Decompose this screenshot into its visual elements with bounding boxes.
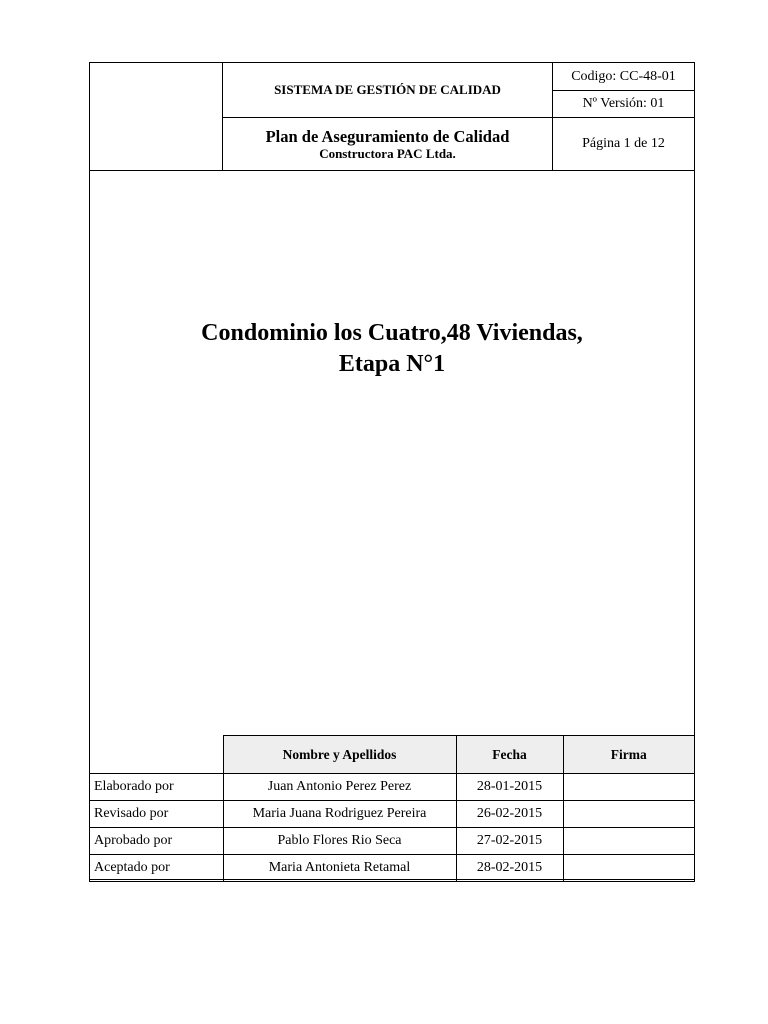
company-name: Constructora PAC Ltda. (319, 145, 456, 161)
document-header (89, 62, 695, 171)
table-row (90, 774, 695, 801)
logo-area (90, 63, 223, 171)
row-name: Maria Antonieta Retamal (223, 855, 456, 882)
row-date: 26-02-2015 (456, 801, 563, 828)
plan-cell (223, 118, 553, 171)
row-signature (563, 855, 695, 882)
column-header-date: Fecha (456, 736, 563, 774)
row-date: 28-02-2015 (456, 855, 563, 882)
row-signature (563, 774, 695, 801)
page-number: Página 1 de 12 (553, 118, 695, 171)
document-code: Codigo: CC-48-01 (553, 63, 695, 91)
document-title-line-2: Etapa N°1 (338, 351, 446, 377)
row-signature (563, 828, 695, 855)
header-blank-cell (90, 736, 224, 774)
row-signature (563, 801, 695, 828)
row-role: Aprobado por (90, 828, 224, 855)
document-version: Nº Versión: 01 (553, 91, 695, 118)
system-title: SISTEMA DE GESTIÓN DE CALIDAD (223, 63, 553, 118)
row-name: Juan Antonio Perez Perez (223, 774, 456, 801)
row-name: Pablo Flores Rio Seca (223, 828, 456, 855)
column-header-signature: Firma (563, 736, 695, 774)
plan-title: Plan de Aseguramiento de Calidad (265, 126, 510, 146)
document-title-line-1: Condominio los Cuatro,48 Viviendas, (201, 320, 583, 346)
signature-table (89, 735, 695, 882)
table-row (90, 828, 695, 855)
row-role: Aceptado por (90, 855, 224, 882)
row-role: Revisado por (90, 801, 224, 828)
table-row (90, 855, 695, 882)
table-row (90, 801, 695, 828)
signature-table-header (90, 736, 695, 774)
row-date: 27-02-2015 (456, 828, 563, 855)
document-title (89, 318, 695, 380)
row-date: 28-01-2015 (456, 774, 563, 801)
row-name: Maria Juana Rodriguez Pereira (223, 801, 456, 828)
column-header-name: Nombre y Apellidos (223, 736, 456, 774)
row-role: Elaborado por (90, 774, 224, 801)
